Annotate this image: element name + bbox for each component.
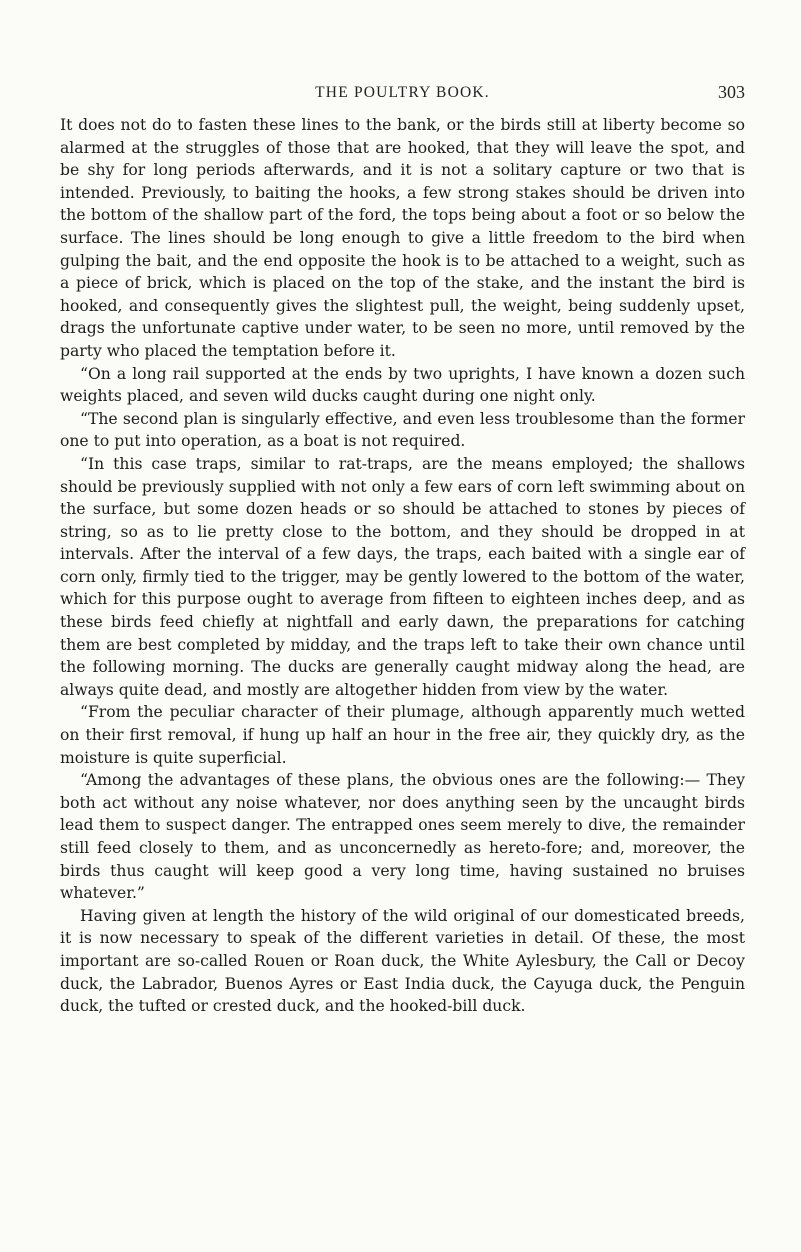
paragraph: Having given at length the history of the wild original of our domesticated breeds, it is now necessary to speak of the different varieties in detail. Of these, the most important are so-called Rouen or Roan duck, the White Aylesbury, the Call or Decoy duck, the Labrador, Buenos Ayres or East India duck, the Cayuga duck, the Penguin duck, the tufted or crested duck, and the hooked-bill duck. (60, 906, 745, 1016)
running-title: THE POULTRY BOOK. (315, 84, 490, 101)
paragraph: “From the peculiar character of their plumage, although apparently much wetted on their first removal, if hung up half an hour in the free air, they quickly dry, as the moisture is quite superficial. (60, 703, 745, 767)
paragraph: It does not do to fasten these lines to the bank, or the birds still at liberty become so alarmed at the struggles of those that are hooked, that they will leave the spot, and be shy for long periods afterwards, and it is not a solitary capture or two that is intended. Previously, to baiting the hooks, a few strong stakes should be driven into the bottom of the shallow part of the ford, the tops being about a foot or so below the surface. The lines should be long enough to give a little freedom to the bird when gulping the bait, and the end opposite the hook is to be attached to a weight, such as a piece of brick, which is placed on the top of the stake, and the instant the bird is hooked, and consequently gives the slightest pull, the weight, being suddenly upset, drags the unfortunate captive under water, to be seen no more, until removed by the party who placed the temptation before it. (60, 116, 745, 360)
paragraph: “Among the advantages of these plans, the obvious ones are the following:— They both act without any noise whatever, nor does anything seen by the uncaught birds lead them to suspect danger. The entrapped ones seem merely to dive, the remainder still feed closely to them, and as unconcernedly as hereto-fore; and, moreover, the birds thus caught will keep good a very long time, having sustained no bruises whatever.” (60, 771, 745, 903)
paragraph: “On a long rail supported at the ends by two uprights, I have known a dozen such weights placed, and seven wild ducks caught during one night only. (60, 364, 745, 406)
page-number: 303 (718, 82, 745, 102)
running-head (60, 84, 745, 106)
paragraph: “In this case traps, similar to rat-traps, are the means employed; the shallows should be previously supplied with not only a few ears of corn left swimming about on the surface, but some dozen heads or so should be attached to stones by pieces of string, so as to lie pretty close to the bottom, and they should be dropped in at intervals. After the interval of a few days, the traps, each baited with a single ear of corn only, firmly tied to the trigger, may be gently lowered to the bottom of the water, which for this purpose ought to average from fifteen to eighteen inches deep, and as these birds feed chiefly at nightfall and early dawn, the preparations for catching them are best completed by midday, and the traps left to take their own chance until the following morning. The ducks are generally caught midway along the head, are always quite dead, and mostly are altogether hidden from view by the water. (60, 454, 745, 699)
body-text (60, 114, 745, 1018)
paragraph: “The second plan is singularly effective, and even less troublesome than the former one to put into operation, as a boat is not required. (60, 409, 745, 451)
